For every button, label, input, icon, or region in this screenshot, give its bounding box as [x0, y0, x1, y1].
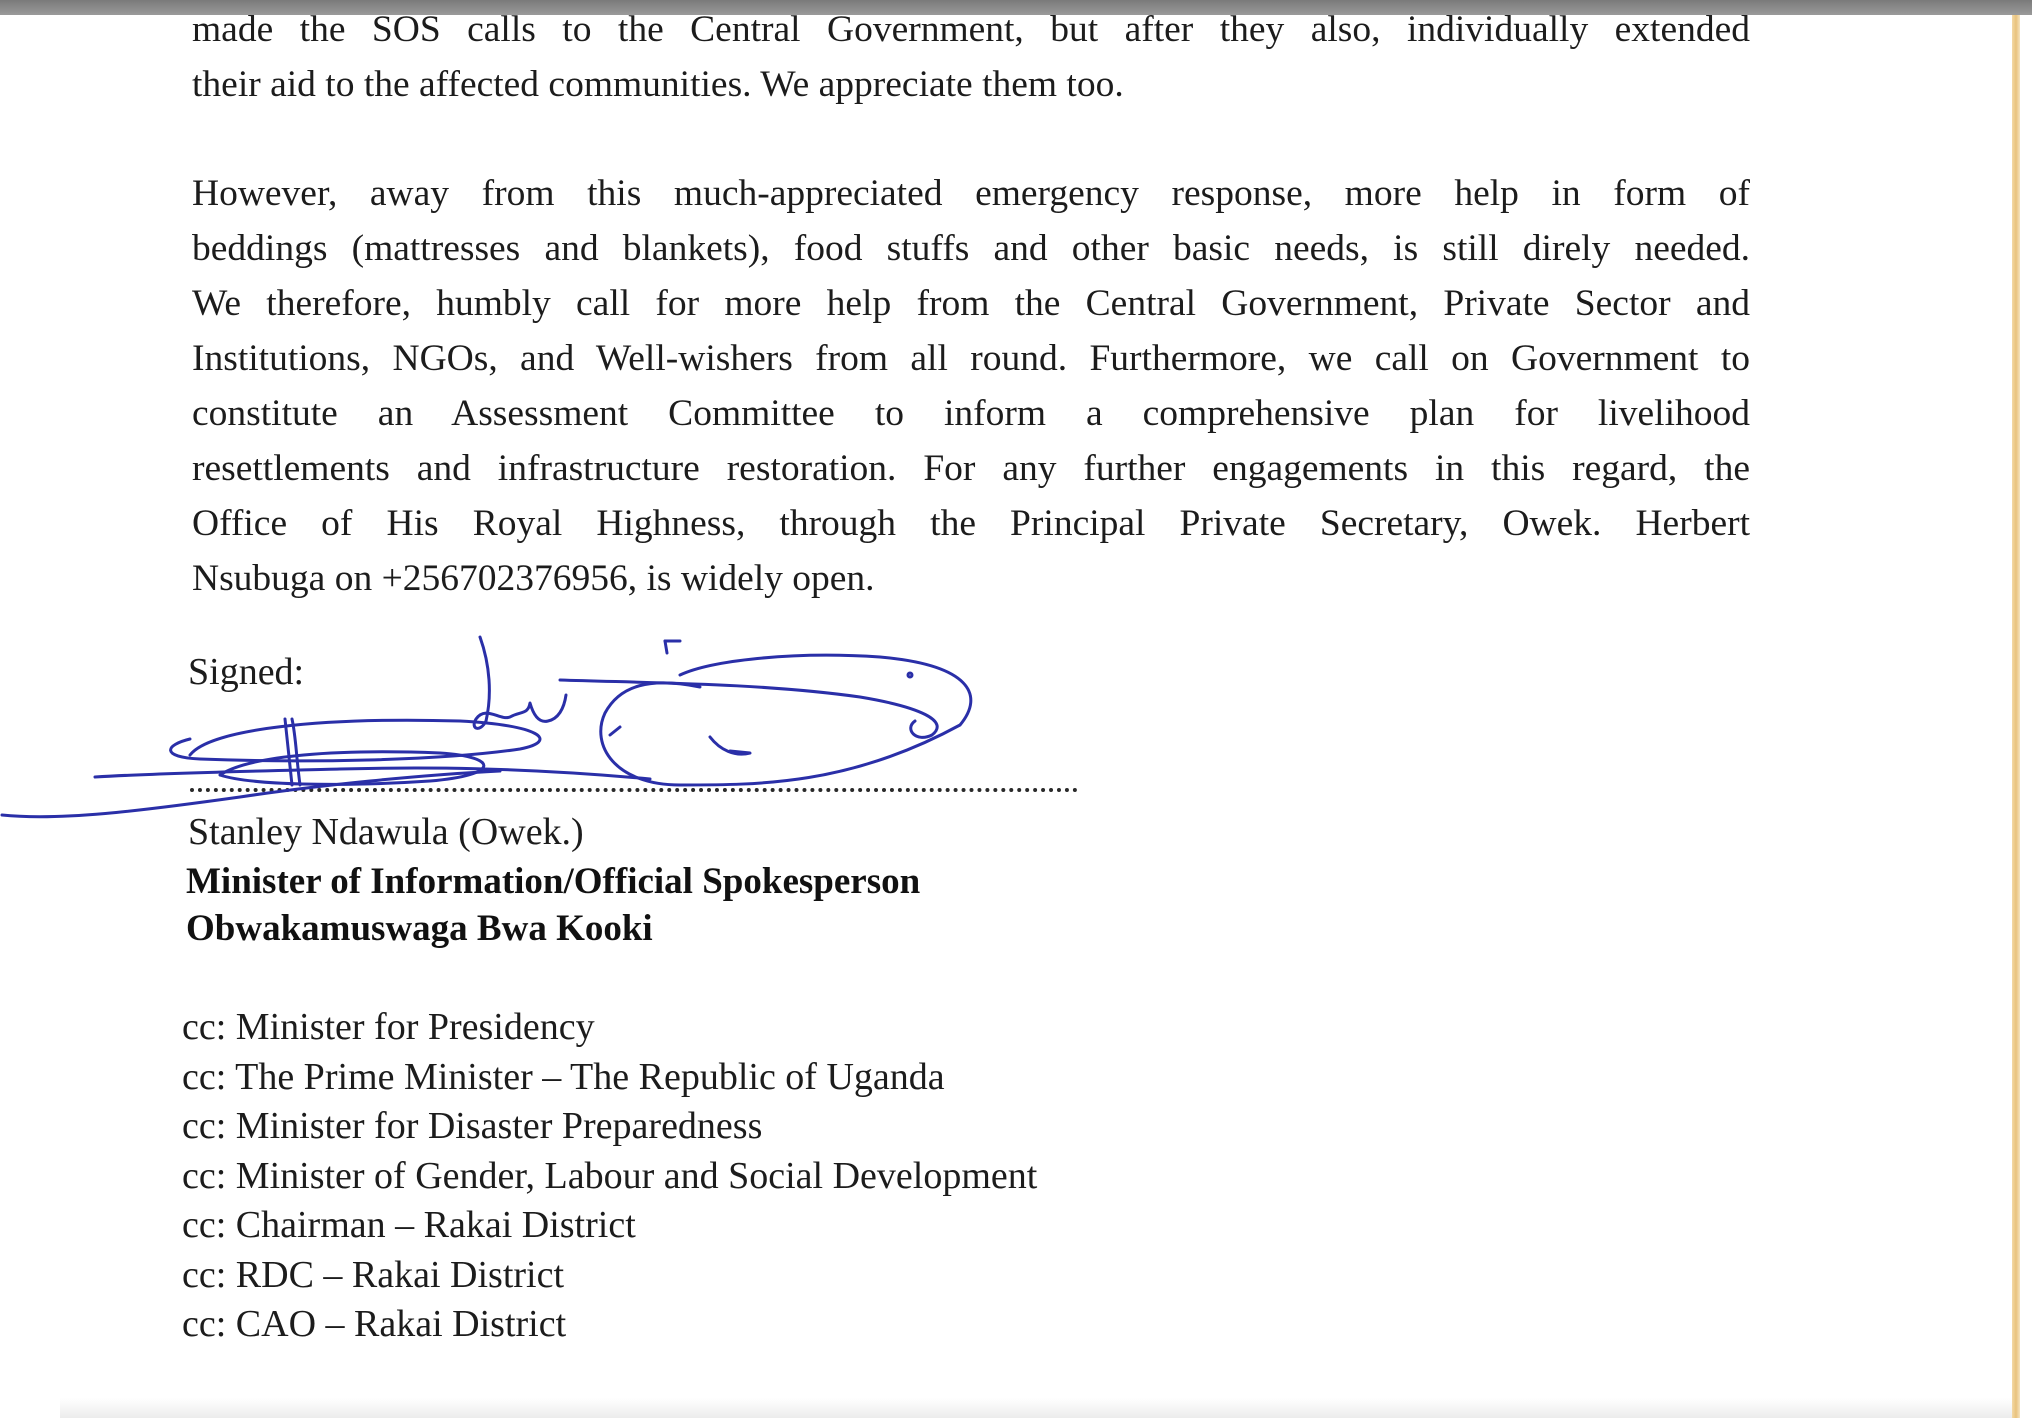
paragraph-line: constitute an Assessment Committee to inform a comprehensive plan for livelihood — [192, 393, 1750, 434]
signed-label: Signed: — [188, 651, 305, 693]
paragraph-line: resettlements and infrastructure restoration. For any further engagements in this regard, the — [192, 448, 1750, 489]
cc-item: cc: Minister for Disaster Preparedness — [182, 1105, 763, 1147]
cc-list — [182, 1003, 1037, 1350]
paragraph-line: We therefore, humbly call for more help from the Central Government, Private Sector and — [192, 283, 1750, 324]
page-edge — [2012, 15, 2020, 1418]
paragraph-line: Institutions, NGOs, and Well-wishers from all round. Furthermore, we call on Government to — [192, 338, 1750, 379]
paragraph-line: Office of His Royal Highness, through the Principal Private Secretary, Owek. Herbert — [192, 503, 1750, 544]
right-margin — [2020, 15, 2032, 1418]
cc-item: cc: Minister for Presidency — [182, 1006, 595, 1048]
signatory-organization: Obwakamuswaga Bwa Kooki — [186, 908, 653, 949]
paragraph-line: their aid to the affected communities. We appreciate them too. — [192, 64, 1124, 105]
paragraph-line: made the SOS calls to the Central Government, but after they also, individually extended — [192, 9, 1750, 50]
paragraph-line: However, away from this much-appreciated emergency response, more help in form of — [192, 173, 1750, 214]
cc-item: cc: CAO – Rakai District — [182, 1303, 567, 1345]
signatory-title: Minister of Information/Official Spokesperson — [186, 861, 921, 902]
cc-item: cc: Minister of Gender, Labour and Social Development — [182, 1154, 1038, 1197]
cc-item: cc: Chairman – Rakai District — [182, 1204, 636, 1246]
handwritten-signature — [0, 625, 1000, 835]
paragraph-line: beddings (mattresses and blankets), food stuffs and other basic needs, is still direly needed. — [192, 228, 1750, 269]
paragraph-appreciation — [192, 2, 1750, 112]
signatory-name: Stanley Ndawula (Owek.) — [188, 811, 584, 853]
bottom-shadow — [60, 1398, 2012, 1418]
paragraph-line: Nsubuga on +256702376956, is widely open. — [192, 558, 875, 599]
paragraph-call-for-help — [192, 166, 1750, 606]
cc-item: cc: RDC – Rakai District — [182, 1253, 565, 1296]
cc-item: cc: The Prime Minister – The Republic of Uganda — [182, 1055, 945, 1098]
